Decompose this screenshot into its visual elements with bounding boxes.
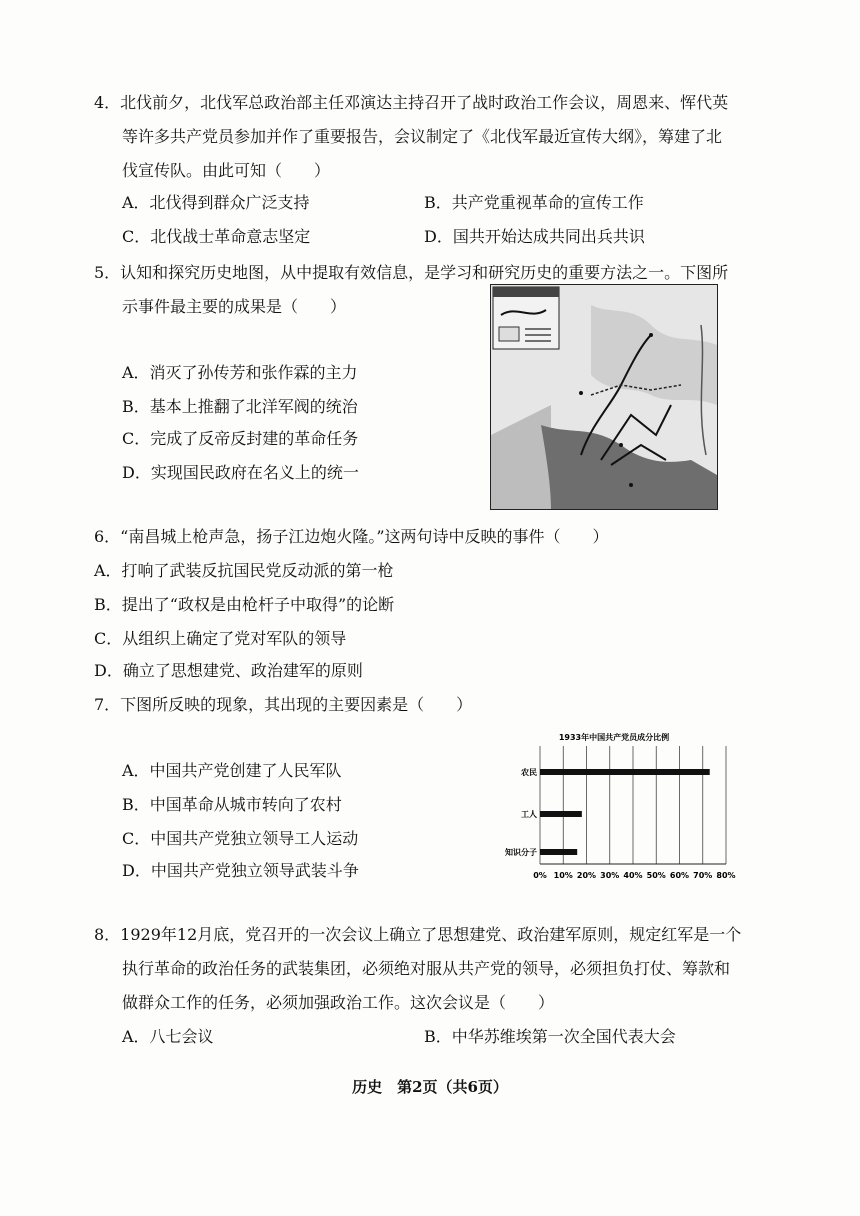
q7-option-d: D．中国共产党独立领导武装斗争 — [122, 861, 359, 880]
q5-line-1: 5．认知和探究历史地图，从中提取有效信息，是学习和研究历史的重要方法之一。下图所 — [94, 263, 729, 282]
bar-知识分子 — [540, 849, 577, 855]
q6-option-a: A．打响了武装反抗国民党反动派的第一枪 — [94, 561, 394, 580]
map-illustration — [491, 285, 717, 509]
q5-option-c: C．完成了反帝反封建的革命任务 — [122, 429, 359, 448]
x-tick-label-4: 40% — [623, 871, 643, 880]
northern-expedition-map — [490, 284, 718, 510]
q5-option-b: B．基本上推翻了北洋军阀的统治 — [122, 397, 358, 416]
x-tick-label-8: 80% — [716, 871, 736, 880]
q8-line-3: 做群众工作的任务，必须加强政治工作。这次会议是（ ） — [122, 993, 555, 1012]
x-tick-label-2: 20% — [576, 871, 597, 880]
q6-option-b: B．提出了“政权是由枪杆子中取得”的论断 — [94, 595, 395, 614]
q8-option-a: A．八七会议 — [122, 1027, 214, 1046]
bar-chart-svg — [496, 728, 746, 888]
x-tick-label-1: 10% — [553, 871, 573, 880]
q8-option-b: B．中华苏维埃第一次全国代表大会 — [424, 1027, 676, 1046]
q4-line-3: 伐宣传队。由此可知（ ） — [122, 161, 331, 180]
chart-title: 1933年中国共产党员成分比例 — [558, 733, 670, 742]
q8-line-2: 执行革命的政治任务的武装集团，必须绝对服从共产党的领导，必须担负打仗、筹款和 — [122, 959, 731, 978]
party-member-composition-chart — [496, 728, 746, 888]
q6-line-1: 6．“南昌城上枪声急，扬子江边炮火隆。”这两句诗中反映的事件（ ） — [94, 527, 609, 546]
q5-line-2: 示事件最主要的成果是（ ） — [122, 297, 347, 316]
q7-option-b: B．中国革命从城市转向了农村 — [122, 795, 342, 814]
q5-option-d: D．实现国民政府在名义上的统一 — [122, 463, 359, 482]
q6-option-c: C．从组织上确定了党对军队的领导 — [94, 629, 347, 648]
page-footer: 历史 第2页（共6页） — [352, 1078, 508, 1096]
q8-line-1: 8．1929年12月底，党召开的一次会议上确立了思想建党、政治建军原则，规定红军是一个 — [94, 925, 742, 944]
x-tick-label-6: 60% — [669, 871, 690, 880]
q5-option-a: A．消灭了孙传芳和张作霖的主力 — [122, 363, 358, 382]
q4-line-2: 等许多共产党员参加并作了重要报告，会议制定了《北伐军最近宣传大纲》，筹建了北 — [122, 127, 723, 146]
q7-line-1: 7．下图所反映的现象，其出现的主要因素是（ ） — [94, 695, 473, 714]
q6-option-d: D．确立了思想建党、政治建军的原则 — [94, 661, 363, 680]
bar-工人 — [540, 811, 582, 817]
x-tick-label-3: 30% — [600, 871, 620, 880]
x-tick-label-7: 70% — [693, 871, 713, 880]
q4-option-d: D．国共开始达成共同出兵共识 — [424, 227, 645, 246]
q7-option-c: C．中国共产党独立领导工人运动 — [122, 829, 359, 848]
q4-option-a: A．北伐得到群众广泛支持 — [122, 193, 310, 212]
category-label-知识分子: 知识分子 — [505, 848, 537, 857]
category-label-工人: 工人 — [521, 810, 537, 819]
x-tick-label-5: 50% — [646, 871, 666, 880]
bar-农民 — [540, 769, 710, 775]
x-tick-label-0: 0% — [533, 871, 547, 880]
q4-option-b: B．共产党重视革命的宣传工作 — [424, 193, 644, 212]
q4-option-c: C．北伐战士革命意志坚定 — [122, 227, 311, 246]
category-label-农民: 农民 — [521, 768, 537, 777]
q7-option-a: A．中国共产党创建了人民军队 — [122, 761, 342, 780]
q4-line-1: 4．北伐前夕，北伐军总政治部主任邓演达主持召开了战时政治工作会议，周恩来、恽代英 — [94, 93, 729, 112]
